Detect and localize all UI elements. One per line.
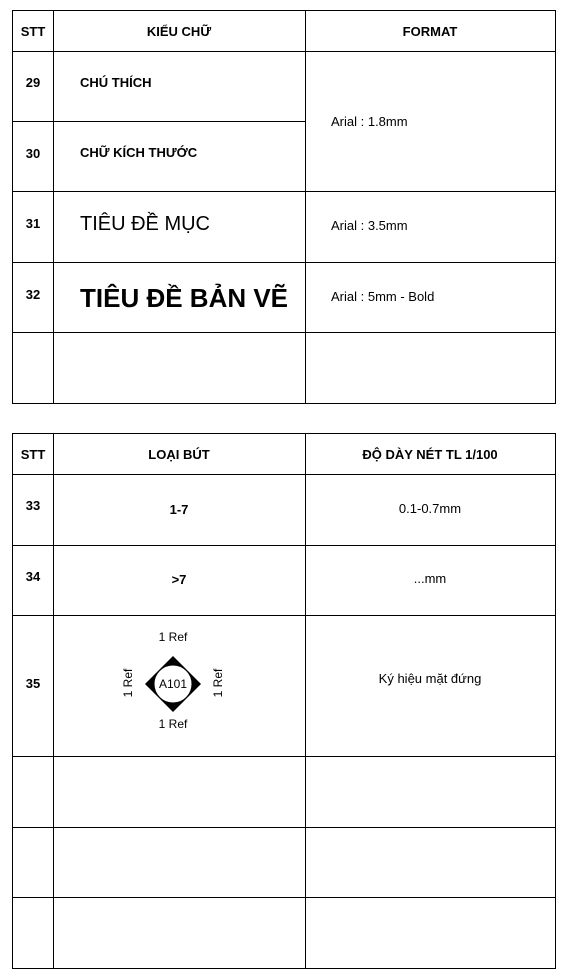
- row-divider: [13, 897, 555, 898]
- column-divider: [305, 11, 306, 403]
- stt-cell: 34: [25, 569, 41, 584]
- header-stt: STT: [20, 23, 46, 39]
- pen-thickness-table: [12, 433, 556, 969]
- pen-type-value: >7: [171, 572, 187, 587]
- header-pen-type: LOẠI BÚT: [148, 446, 210, 462]
- thickness-value: ...mm: [413, 571, 447, 586]
- row-divider: [13, 545, 555, 546]
- stt-cell: 31: [25, 216, 41, 231]
- ref-left-label: 1 Ref: [121, 668, 135, 698]
- pen-type-value: 1-7: [169, 502, 189, 517]
- stt-cell: 29: [25, 75, 41, 90]
- font-style-label: CHỮ KÍCH THƯỚC: [80, 145, 198, 160]
- table-header-row: [13, 11, 555, 52]
- stt-cell: 35: [25, 676, 41, 691]
- format-value: Arial : 5mm - Bold: [331, 289, 435, 304]
- stt-cell: 33: [25, 498, 41, 513]
- title-style-clip: [53, 263, 305, 332]
- row-divider: [13, 121, 305, 122]
- thickness-value: Ký hiệu mặt đứng: [378, 671, 482, 686]
- elevation-symbol: [108, 624, 238, 744]
- font-style-label: TIÊU ĐỀ BẢN VẼ: [80, 283, 289, 313]
- row-divider: [13, 756, 555, 757]
- table-header-row: [13, 434, 555, 475]
- header-font-style: KIỂU CHỮ: [146, 23, 212, 39]
- row-divider: [13, 191, 555, 192]
- font-style-label: CHÚ THÍCH: [80, 75, 152, 90]
- row-divider: [13, 827, 555, 828]
- format-value: Arial : 3.5mm: [331, 218, 408, 233]
- header-line-thickness: ĐỘ DÀY NÉT TL 1/100: [362, 446, 498, 462]
- stt-cell: 32: [25, 287, 41, 302]
- column-divider: [53, 11, 54, 403]
- format-value: Arial : 1.8mm: [331, 114, 408, 129]
- font-style-table: [12, 10, 556, 404]
- row-divider: [13, 615, 555, 616]
- row-divider: [13, 332, 555, 333]
- elevation-marker-label: A101: [158, 677, 188, 691]
- header-format: FORMAT: [402, 23, 458, 39]
- ref-right-label: 1 Ref: [211, 668, 225, 698]
- header-stt: STT: [20, 446, 46, 462]
- stt-cell: 30: [25, 146, 41, 161]
- font-style-label: TIÊU ĐỀ MỤC: [80, 213, 210, 235]
- ref-bottom-label: 1 Ref: [158, 717, 188, 731]
- ref-top-label: 1 Ref: [158, 630, 188, 644]
- thickness-value: 0.1-0.7mm: [398, 501, 462, 516]
